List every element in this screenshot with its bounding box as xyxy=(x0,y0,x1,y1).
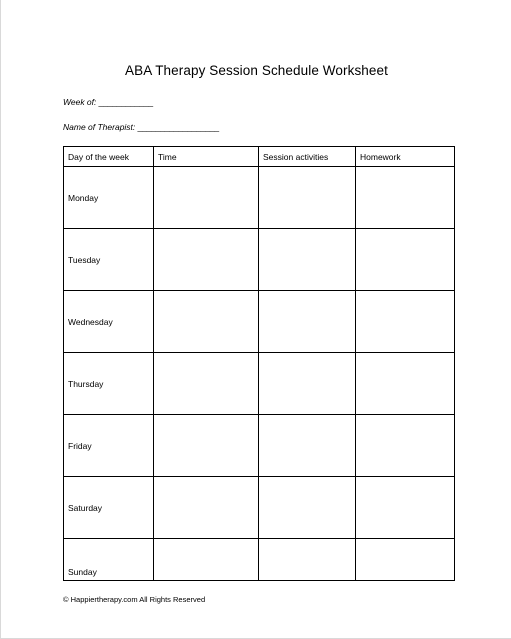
time-cell xyxy=(154,539,259,581)
homework-cell xyxy=(356,167,455,229)
session-activities-cell xyxy=(259,477,356,539)
day-cell-sunday: Sunday xyxy=(64,539,154,581)
time-cell xyxy=(154,415,259,477)
header-session-activities: Session activities xyxy=(259,147,356,167)
table-row xyxy=(64,353,455,415)
copyright-footer: © Happiertherapy.com All Rights Reserved xyxy=(63,595,206,604)
session-activities-cell xyxy=(259,229,356,291)
homework-cell xyxy=(356,539,455,581)
week-of-blank-line: ____________ xyxy=(96,97,153,107)
session-activities-cell xyxy=(259,291,356,353)
day-cell-wednesday: Wednesday xyxy=(64,291,154,353)
time-cell xyxy=(154,353,259,415)
worksheet-title: ABA Therapy Session Schedule Worksheet xyxy=(125,63,388,78)
homework-cell xyxy=(356,353,455,415)
day-cell-monday: Monday xyxy=(64,167,154,229)
schedule-header-row xyxy=(64,147,455,167)
time-cell xyxy=(154,229,259,291)
day-cell-thursday: Thursday xyxy=(64,353,154,415)
table-row xyxy=(64,539,455,581)
header-time: Time xyxy=(154,147,259,167)
day-cell-saturday: Saturday xyxy=(64,477,154,539)
session-activities-cell xyxy=(259,353,356,415)
therapist-name-field xyxy=(63,122,219,132)
therapist-name-blank-line: __________________ xyxy=(135,122,219,132)
table-row xyxy=(64,229,455,291)
header-homework: Homework xyxy=(356,147,455,167)
session-activities-cell xyxy=(259,539,356,581)
week-of-field xyxy=(63,97,153,107)
week-of-label: Week of: xyxy=(63,97,97,107)
homework-cell xyxy=(356,291,455,353)
day-cell-friday: Friday xyxy=(64,415,154,477)
table-row xyxy=(64,477,455,539)
table-row xyxy=(64,291,455,353)
time-cell xyxy=(154,477,259,539)
homework-cell xyxy=(356,229,455,291)
homework-cell xyxy=(356,415,455,477)
time-cell xyxy=(154,167,259,229)
session-activities-cell xyxy=(259,167,356,229)
schedule-table xyxy=(63,146,455,581)
table-row xyxy=(64,167,455,229)
day-cell-tuesday: Tuesday xyxy=(64,229,154,291)
header-day-of-week: Day of the week xyxy=(64,147,154,167)
therapist-name-label: Name of Therapist: xyxy=(63,122,136,132)
homework-cell xyxy=(356,477,455,539)
session-activities-cell xyxy=(259,415,356,477)
table-row xyxy=(64,415,455,477)
time-cell xyxy=(154,291,259,353)
